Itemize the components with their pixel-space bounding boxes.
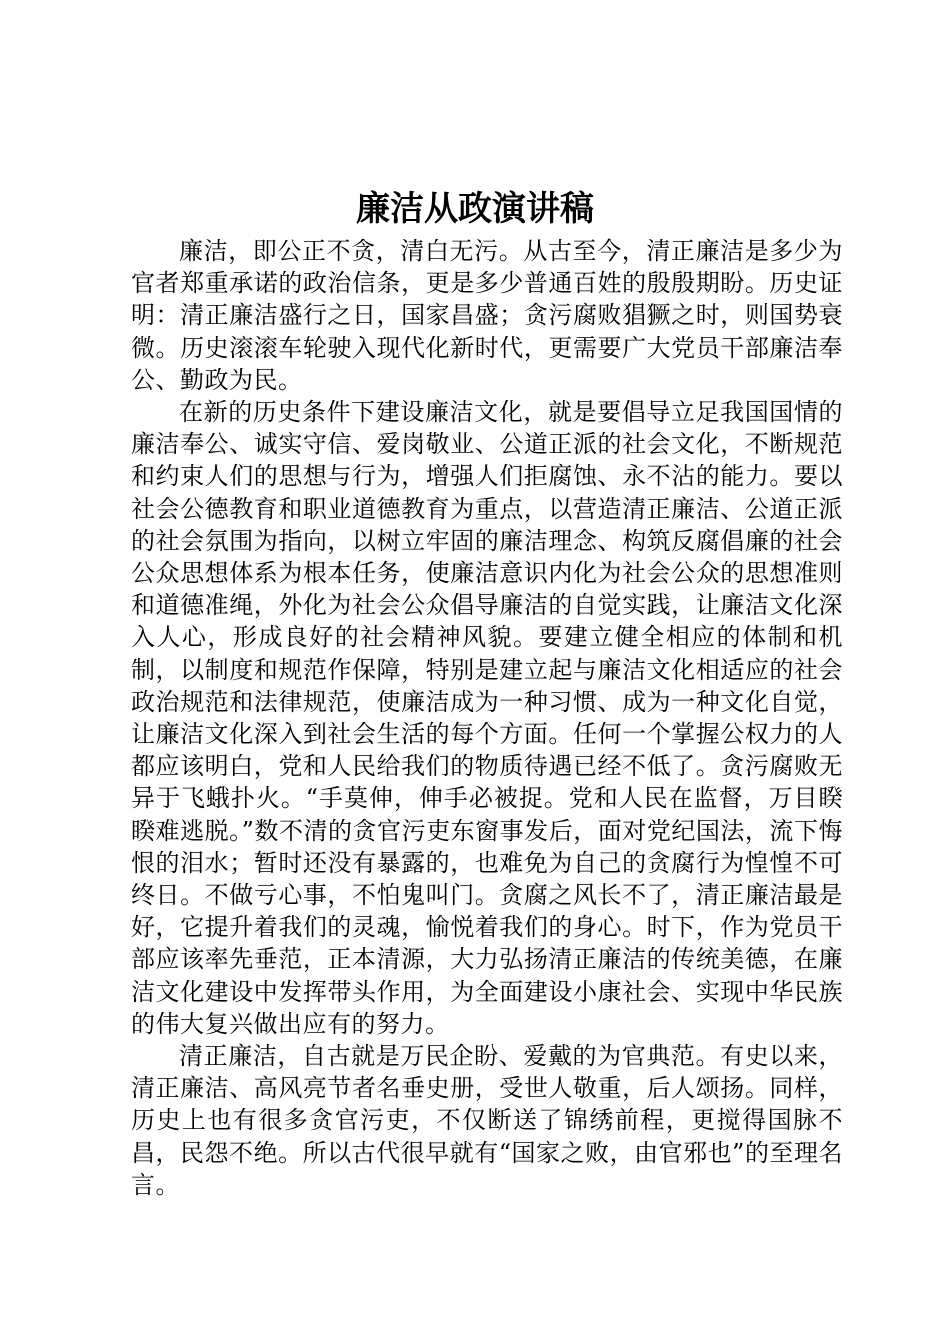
document-title: 廉洁从政演讲稿: [356, 189, 594, 229]
paragraph-1: 廉洁，即公正不贪，清白无污。从古至今，清正廉洁是多少为官者郑重承诺的政治信条，更是多少普通百姓的殷殷期盼。历史证明：清正廉洁盛行之日，国家昌盛；贪污腐败猖獗之时，则国势衰微。历史滚滚车轮驶入现代化新时代，更需要广大党员干部廉洁奉公、勤政为民。: [131, 237, 843, 394]
paragraph-3: 清正廉洁，自古就是万民企盼、爱戴的为官典范。有史以来，清正廉洁、高风亮节者名垂史册，受世人敬重，后人颂扬。同样，历史上也有很多贪官污吏，不仅断送了锦绣前程，更搅得国脉不昌，民怨不绝。所以古代很早就有“国家之败，由官邪也”的至理名言。: [131, 1042, 843, 1199]
document-body: [131, 235, 843, 1201]
paragraph-2: 在新的历史条件下建设廉洁文化，就是要倡导立足我国国情的廉洁奉公、诚实守信、爱岗敬业、公道正派的社会文化，不断规范和约束人们的思想与行为，增强人们拒腐蚀、永不沾的能力。要以社会公德教育和职业道德教育为重点，以营造清正廉洁、公道正派的社会氛围为指向，以树立牢固的廉洁理念、构筑反腐倡廉的社会公众思想体系为根本任务，使廉洁意识内化为社会公众的思想准则和道德准绳，外化为社会公众倡导廉洁的自觉实践，让廉洁文化深入人心，形成良好的社会精神风貌。要建立健全相应的体制和机制，以制度和规范作保障，特别是建立起与廉洁文化相适应的社会政治规范和法律规范，使廉洁成为一种习惯、成为一种文化自觉，让廉洁文化深入到社会生活的每个方面。任何一个掌握公权力的人都应该明白，党和人民给我们的物质待遇已经不低了。贪污腐败无异于飞蛾扑火。“手莫伸，伸手必被捉。党和人民在监督，万目睽睽难逃脱。”数不清的贪官污吏东窗事发后，面对党纪国法，流下悔恨的泪水；暂时还没有暴露的，也难免为自己的贪腐行为惶惶不可终日。不做亏心事，不怕鬼叫门。贪腐之风长不了，清正廉洁最是好，它提升着我们的灵魂，愉悦着我们的身心。时下，作为党员干部应该率先垂范，正本清源，大力弘扬清正廉洁的传统美德，在廉洁文化建设中发挥带头作用，为全面建设小康社会、实现中华民族的伟大复兴做出应有的努力。: [131, 398, 843, 1038]
